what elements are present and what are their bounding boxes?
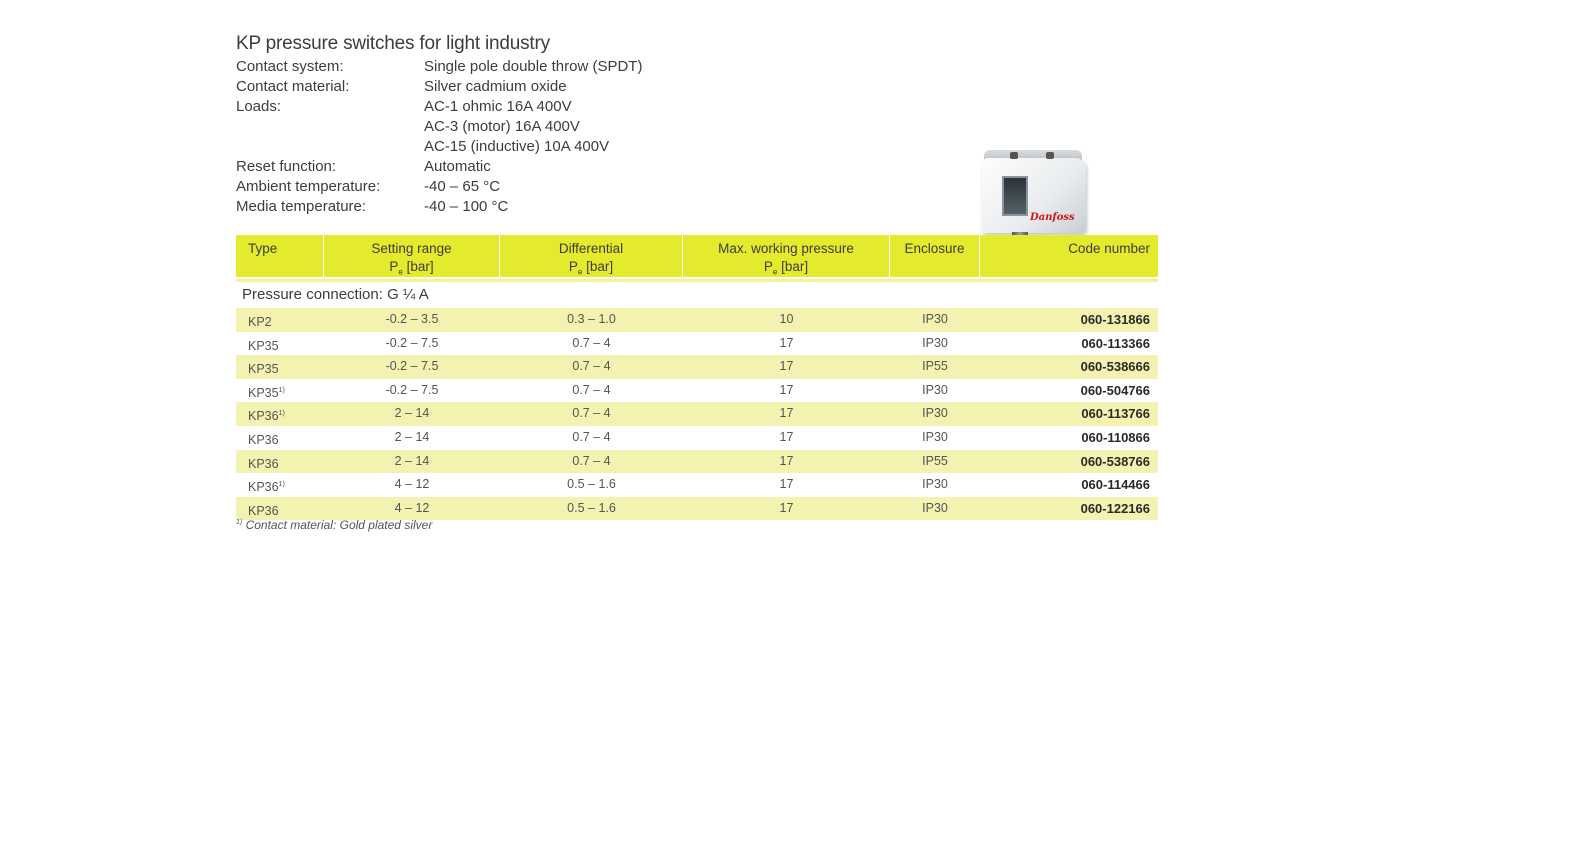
header-type-label: Type — [248, 241, 278, 256]
cell-type — [248, 332, 279, 356]
page-title: KP pressure switches for light industry — [236, 33, 550, 54]
cell-differential-text: 0.5 – 1.6 — [567, 477, 616, 492]
cell-type — [248, 379, 285, 403]
cell-differential — [500, 450, 683, 474]
cell-type-text: KP36 — [248, 480, 279, 495]
cell-max-pressure — [683, 379, 890, 403]
cell-enclosure — [890, 379, 980, 403]
cell-enclosure — [890, 497, 980, 521]
unit-sub: e — [577, 267, 583, 277]
cell-setting-range-text: -0.2 – 7.5 — [385, 382, 439, 397]
cell-type — [248, 473, 285, 497]
product-table — [236, 235, 1158, 520]
scale-window — [1002, 176, 1028, 216]
cell-type-text: KP36 — [248, 503, 279, 518]
cell-type — [248, 450, 279, 474]
cell-type — [248, 308, 272, 332]
cell-max-pressure-text: 17 — [779, 335, 794, 350]
cell-differential — [500, 332, 683, 356]
spec-label: Reset function: — [236, 158, 337, 175]
cell-differential — [500, 402, 683, 426]
cell-code-number — [1081, 497, 1150, 521]
cell-code-number-text: 060-113366 — [1081, 335, 1150, 351]
header-differential — [500, 235, 683, 277]
cell-setting-range-text: -0.2 – 7.5 — [385, 335, 439, 350]
cell-enclosure-text: IP30 — [922, 335, 948, 350]
header-code-label: Code number — [1068, 241, 1150, 256]
cell-max-pressure-text: 17 — [779, 453, 794, 468]
cell-type-text: KP36 — [248, 456, 279, 471]
header-max-pressure — [683, 235, 890, 277]
cell-max-pressure-text: 17 — [779, 500, 794, 515]
cell-code-number — [1081, 426, 1150, 450]
spec-label: Contact system: — [236, 58, 344, 75]
cell-differential — [500, 426, 683, 450]
cell-max-pressure — [683, 355, 890, 379]
cell-enclosure-text: IP55 — [922, 453, 948, 468]
cell-max-pressure-text: 17 — [779, 382, 794, 397]
spec-value: Silver cadmium oxide — [424, 78, 567, 95]
cell-code-number — [1081, 450, 1150, 474]
spec-value: AC-3 (motor) 16A 400V — [424, 118, 580, 135]
cell-code-number — [1081, 402, 1150, 426]
cell-differential-text: 0.5 – 1.6 — [567, 500, 616, 515]
cell-enclosure — [890, 473, 980, 497]
spec-label: Contact material: — [236, 78, 350, 95]
cell-type — [248, 497, 279, 521]
footnote-text: Contact material: Gold plated silver — [242, 518, 433, 532]
unit-p: P — [389, 259, 399, 274]
cell-code-number-text: 060-113766 — [1081, 406, 1150, 422]
header-enclosure-label: Enclosure — [904, 241, 965, 256]
adjust-screw-icon — [1010, 152, 1018, 159]
cell-type — [248, 426, 279, 450]
header-setting-range — [324, 235, 500, 277]
cell-max-pressure — [683, 308, 890, 332]
footnote-mark: 1) — [278, 481, 285, 489]
cell-setting-range — [324, 497, 500, 521]
cell-enclosure — [890, 450, 980, 474]
cell-setting-range-text: -0.2 – 3.5 — [385, 312, 439, 326]
cell-enclosure — [890, 402, 980, 426]
spec-value: AC-15 (inductive) 10A 400V — [424, 138, 610, 155]
header-max-pressure-label: Max. working pressure — [718, 241, 854, 256]
cell-max-pressure-text: 17 — [779, 359, 794, 374]
cell-type-text: KP35 — [248, 338, 279, 353]
adjust-screw-icon — [1046, 152, 1054, 159]
cell-differential — [500, 308, 683, 332]
cell-code-number-text: 060-114466 — [1081, 477, 1150, 493]
header-enclosure — [890, 235, 980, 277]
cell-setting-range-text: 2 – 14 — [394, 406, 430, 421]
unit-sub: e — [398, 267, 403, 277]
table-header — [236, 235, 1158, 277]
cell-code-number-text: 060-538666 — [1080, 359, 1150, 375]
header-divider — [236, 279, 1158, 282]
header-differential-label: Differential — [558, 241, 624, 256]
cell-setting-range-text: 2 – 14 — [394, 453, 430, 468]
unit-p: P — [763, 259, 773, 274]
cell-differential — [500, 355, 683, 379]
unit-bar: [bar] — [582, 259, 614, 274]
cell-max-pressure — [683, 450, 890, 474]
cell-max-pressure-text: 10 — [779, 312, 794, 326]
cell-code-number — [1081, 355, 1150, 379]
cell-setting-range — [324, 473, 500, 497]
cell-differential-text: 0.7 – 4 — [572, 359, 611, 374]
cell-type — [248, 355, 279, 379]
cell-type — [248, 402, 285, 426]
spec-value: -40 – 100 °C — [424, 198, 509, 215]
cell-code-number — [1081, 379, 1150, 403]
cell-max-pressure — [683, 497, 890, 521]
cell-enclosure — [890, 332, 980, 356]
table-row — [236, 402, 1158, 426]
cell-enclosure-text: IP30 — [922, 382, 948, 397]
cell-type-text: KP2 — [248, 315, 272, 330]
spec-value: -40 – 65 °C — [424, 178, 501, 195]
cell-differential-text: 0.7 – 4 — [572, 382, 611, 397]
cell-differential-text: 0.3 – 1.0 — [567, 312, 616, 326]
cell-code-number — [1081, 332, 1150, 356]
cell-differential — [500, 379, 683, 403]
cell-max-pressure — [683, 426, 890, 450]
cell-enclosure — [890, 355, 980, 379]
header-code-number — [980, 235, 1158, 277]
cell-enclosure — [890, 308, 980, 332]
cell-max-pressure-text: 17 — [779, 406, 794, 421]
cell-type-text: KP36 — [248, 433, 279, 448]
spec-label: Media temperature: — [236, 198, 367, 215]
footnote-mark: 1) — [278, 386, 285, 394]
spec-value: AC-1 ohmic 16A 400V — [424, 98, 572, 115]
header-type — [236, 235, 324, 277]
footnote-mark: 1) — [278, 410, 285, 418]
brand-logo: Danfoss — [1030, 212, 1075, 223]
cell-differential-text: 0.7 – 4 — [572, 335, 611, 350]
group-heading: Pressure connection: G ¼ A — [242, 286, 429, 303]
unit-bar: [bar] — [402, 259, 434, 274]
table-row — [236, 426, 1158, 450]
cell-setting-range-text: 4 – 12 — [394, 500, 430, 515]
cell-code-number-text: 060-504766 — [1080, 382, 1150, 398]
cell-max-pressure-text: 17 — [779, 429, 794, 444]
cell-max-pressure — [683, 402, 890, 426]
footnote-mark: 1) — [236, 519, 243, 526]
cell-code-number-text: 060-122166 — [1080, 500, 1150, 516]
cell-setting-range — [324, 308, 500, 332]
cell-code-number-text: 060-110866 — [1081, 429, 1150, 445]
cell-setting-range-text: 4 – 12 — [394, 477, 430, 492]
spec-label: Loads: — [236, 98, 282, 115]
unit-p: P — [568, 259, 578, 274]
cell-code-number — [1081, 473, 1150, 497]
cell-setting-range — [324, 379, 500, 403]
cell-code-number-text: 060-538766 — [1080, 453, 1150, 469]
cell-enclosure-text: IP30 — [922, 312, 948, 326]
cell-type-text: KP35 — [248, 362, 279, 377]
cell-max-pressure-text: 17 — [779, 477, 794, 492]
cell-differential-text: 0.7 – 4 — [572, 406, 611, 421]
cell-max-pressure — [683, 473, 890, 497]
cell-differential-text: 0.7 – 4 — [572, 429, 611, 444]
cell-enclosure-text: IP30 — [922, 500, 948, 515]
cell-enclosure-text: IP55 — [922, 359, 948, 374]
cell-type-text: KP36 — [248, 409, 279, 424]
cell-type-text: KP35 — [248, 385, 279, 400]
table-row — [236, 497, 1158, 521]
cell-setting-range — [324, 332, 500, 356]
cell-differential — [500, 473, 683, 497]
spec-label: Ambient temperature: — [236, 178, 381, 195]
cell-setting-range — [324, 450, 500, 474]
cell-max-pressure — [683, 332, 890, 356]
cell-setting-range-text: 2 – 14 — [394, 429, 430, 444]
header-setting-range-label: Setting range — [371, 241, 452, 256]
cell-enclosure-text: IP30 — [922, 406, 948, 421]
cell-setting-range — [324, 355, 500, 379]
table-row — [236, 332, 1158, 356]
table-body — [236, 308, 1158, 520]
cell-differential — [500, 497, 683, 521]
table-row — [236, 308, 1158, 332]
cell-enclosure — [890, 426, 980, 450]
table-row — [236, 379, 1158, 403]
table-row — [236, 355, 1158, 379]
cell-enclosure-text: IP30 — [922, 429, 948, 444]
cell-setting-range-text: -0.2 – 7.5 — [385, 359, 439, 374]
cell-code-number-text: 060-131866 — [1080, 312, 1150, 327]
spec-value: Single pole double throw (SPDT) — [424, 58, 643, 75]
table-row — [236, 450, 1158, 474]
cell-enclosure-text: IP30 — [922, 477, 948, 492]
table-row — [236, 473, 1158, 497]
cell-code-number — [1081, 308, 1150, 332]
footnote — [236, 518, 432, 532]
cell-setting-range — [324, 402, 500, 426]
cell-differential-text: 0.7 – 4 — [572, 453, 611, 468]
unit-bar: [bar] — [777, 259, 809, 274]
unit-sub: e — [772, 267, 778, 277]
cell-setting-range — [324, 426, 500, 450]
spec-value: Automatic — [424, 158, 491, 175]
